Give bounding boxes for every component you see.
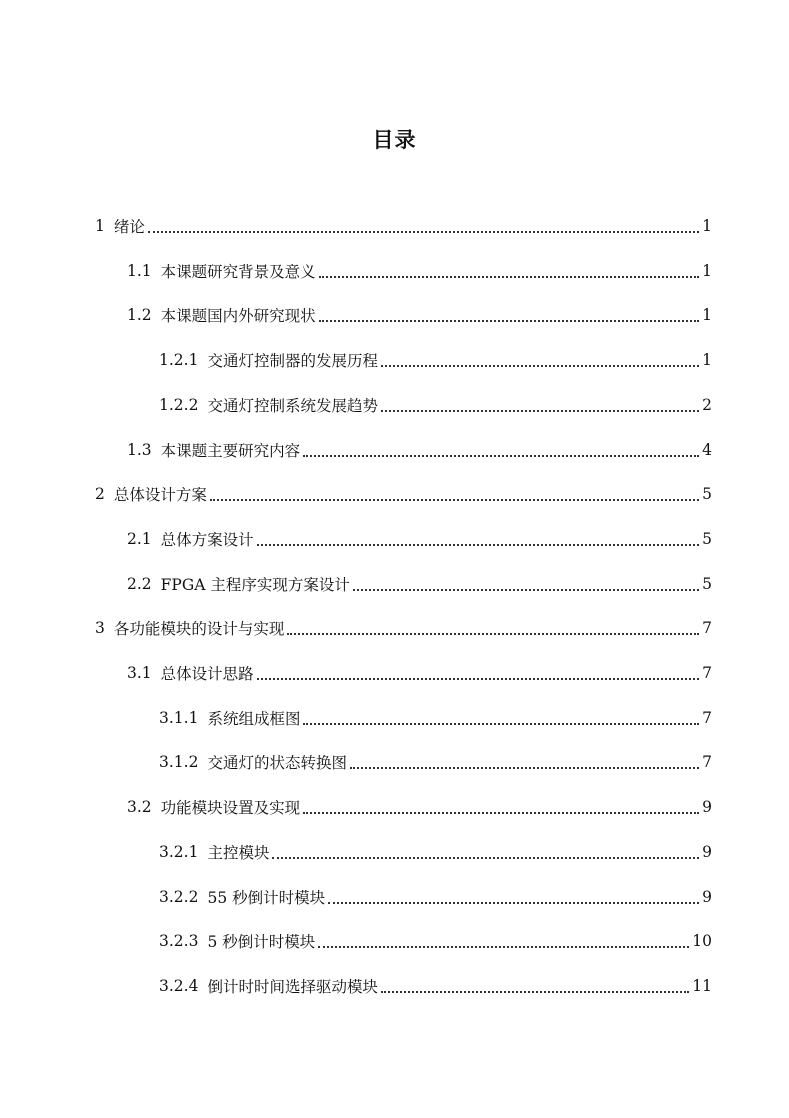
toc-entry[interactable] xyxy=(127,793,712,821)
toc-entry-label: 功能模块设置及实现 xyxy=(160,799,301,818)
toc-entry-page: 2 xyxy=(702,395,712,414)
toc-entry-number: 3.1.1 xyxy=(159,708,199,727)
toc-entry-label: 交通灯控制系统发展趋势 xyxy=(207,396,378,415)
toc-entry[interactable] xyxy=(127,659,712,687)
toc-entry[interactable] xyxy=(127,436,712,464)
toc-entry-number: 3.1.2 xyxy=(159,753,199,772)
toc-entry-number: 1 xyxy=(95,217,105,235)
toc-entry-label: 本课题研究背景及意义 xyxy=(160,262,316,281)
toc-entry[interactable] xyxy=(127,525,712,553)
toc-entry-label: 系统组成框图 xyxy=(207,709,301,728)
toc-entry[interactable] xyxy=(127,301,712,329)
toc-entry-page: 11 xyxy=(692,976,712,995)
toc-entry-page: 1 xyxy=(702,217,712,235)
toc-dot-leader xyxy=(319,264,699,278)
toc-entry-label: 总体方案设计 xyxy=(160,530,254,549)
toc-entry-label: 交通灯的状态转换图 xyxy=(207,754,347,773)
toc-dot-leader xyxy=(272,845,699,859)
toc-entry-label: 各功能模块的设计与实现 xyxy=(113,620,285,639)
toc-entry-number: 3.2.1 xyxy=(159,842,199,861)
toc-entry-page: 5 xyxy=(702,529,712,548)
toc-entry-label: FPGA 主程序实现方案设计 xyxy=(160,575,350,594)
toc-entry-number: 3 xyxy=(95,619,105,638)
toc-entry-page: 9 xyxy=(702,887,712,906)
toc-entry-number: 1.2 xyxy=(127,306,152,325)
toc-dot-leader xyxy=(287,621,699,635)
toc-entry-label: 本课题国内外研究现状 xyxy=(160,307,316,326)
toc-entry[interactable] xyxy=(95,212,712,240)
toc-entry-number: 3.2.2 xyxy=(159,887,199,906)
toc-entry-label: 总体设计思路 xyxy=(160,665,254,683)
toc-entry[interactable] xyxy=(159,748,712,776)
toc-dot-leader xyxy=(257,532,699,546)
toc-dot-leader xyxy=(257,666,699,680)
toc-entry-number: 3.1 xyxy=(127,664,152,682)
toc-entry-page: 7 xyxy=(702,753,712,772)
toc-entry-page: 9 xyxy=(702,842,712,861)
toc-entry-number: 2 xyxy=(95,485,105,504)
toc-entry-page: 1 xyxy=(702,306,712,325)
toc-entry[interactable] xyxy=(127,257,712,285)
toc-entry-page: 1 xyxy=(702,261,712,280)
toc-entry-label: 55 秒倒计时模块 xyxy=(207,888,326,907)
toc-title: 目录 xyxy=(372,128,417,152)
toc-entry-number: 1.2.1 xyxy=(159,351,199,370)
toc-entry-page: 7 xyxy=(702,619,712,638)
toc-entry-page: 1 xyxy=(702,351,712,370)
toc-dot-leader xyxy=(381,353,699,367)
toc-dot-leader xyxy=(210,487,699,501)
toc-entry-number: 2.1 xyxy=(127,529,152,548)
toc-entry-page: 5 xyxy=(702,574,712,593)
toc-entry-label: 总体设计方案 xyxy=(113,486,207,505)
toc-dot-leader xyxy=(328,890,699,904)
toc-entry[interactable] xyxy=(159,838,712,866)
toc-entry[interactable] xyxy=(159,704,712,732)
toc-entry-label: 主控模块 xyxy=(207,843,270,862)
toc-entry[interactable] xyxy=(95,480,712,508)
toc-entry[interactable] xyxy=(159,391,712,419)
toc-entry-page: 4 xyxy=(702,440,712,459)
toc-dot-leader xyxy=(350,755,699,769)
toc-entry-number: 3.2 xyxy=(127,798,152,817)
toc-entry-number: 3.2.3 xyxy=(159,932,199,951)
toc-entry-page: 10 xyxy=(692,932,712,951)
toc-entry[interactable] xyxy=(95,614,712,642)
toc-entry[interactable] xyxy=(159,927,712,955)
toc-entry-number: 1.3 xyxy=(127,440,152,459)
toc-entry-label: 绪论 xyxy=(113,218,145,236)
toc-dot-leader xyxy=(303,443,699,457)
toc-entry-number: 1.2.2 xyxy=(159,395,199,414)
toc-entry-label: 倒计时时间选择驱动模块 xyxy=(207,977,378,996)
toc-dot-leader xyxy=(381,398,699,412)
toc-entry-label: 本课题主要研究内容 xyxy=(160,441,301,460)
toc-entry-number: 2.2 xyxy=(127,574,152,593)
toc-entry-page: 9 xyxy=(702,798,712,817)
toc-dot-leader xyxy=(318,934,689,948)
toc-entry-page: 5 xyxy=(702,485,712,504)
toc-entry-page: 7 xyxy=(702,664,712,682)
toc-entry[interactable] xyxy=(159,883,712,911)
toc-dot-leader xyxy=(303,800,699,814)
toc-dot-leader xyxy=(353,577,699,591)
toc-entry-label: 交通灯控制器的发展历程 xyxy=(207,352,378,371)
toc-entry-number: 1.1 xyxy=(127,261,152,280)
toc-dot-leader xyxy=(381,979,689,993)
toc-entry-number: 3.2.4 xyxy=(159,976,199,995)
toc-dot-leader xyxy=(303,711,699,725)
toc-entry-page: 7 xyxy=(702,708,712,727)
toc-entry-label: 5 秒倒计时模块 xyxy=(207,933,316,952)
toc-dot-leader xyxy=(319,308,699,322)
toc-entry[interactable] xyxy=(127,570,712,598)
toc-entry[interactable] xyxy=(159,346,712,374)
toc-dot-leader xyxy=(148,219,699,233)
toc-entry[interactable] xyxy=(159,972,712,1000)
